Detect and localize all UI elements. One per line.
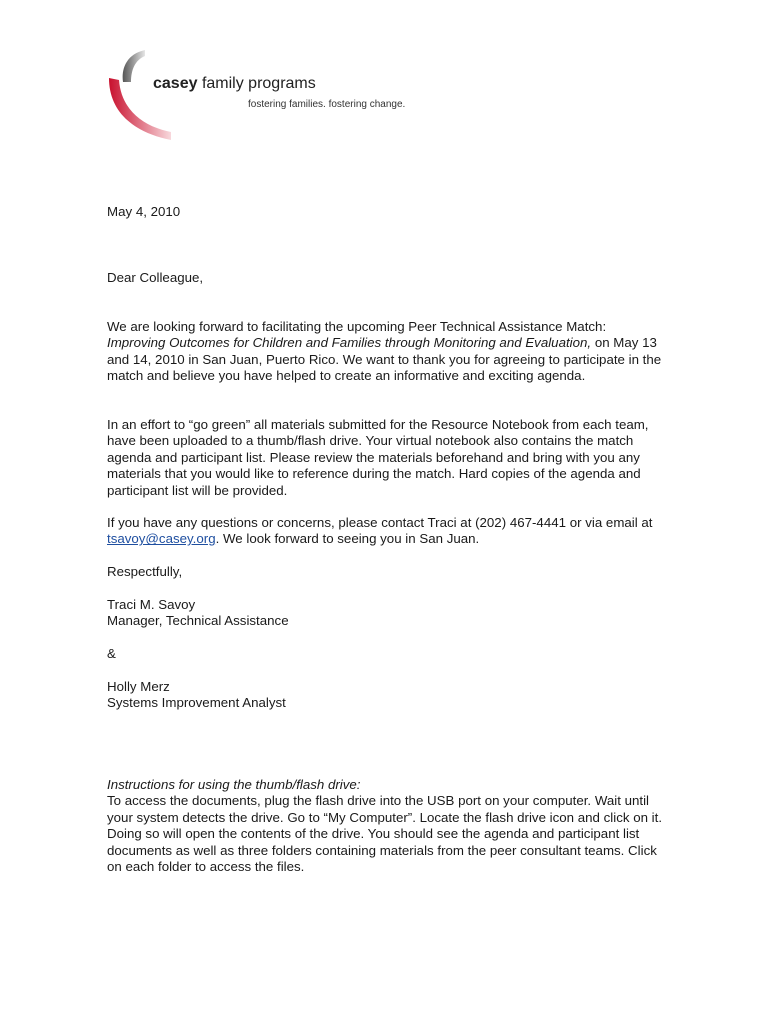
paragraph-intro bbox=[107, 319, 667, 385]
salutation: Dear Colleague, bbox=[107, 270, 204, 285]
paragraph-intro-rest: on May 13 and 14, 2010 in San Juan, Puerto Rico. We want to thank you for agreeing to participate in the match and believe you have helped to create an informative and exciting agenda. bbox=[107, 335, 662, 384]
paragraph-go-green: In an effort to “go green” all materials submitted for the Resource Notebook from each team, have been uploaded to a thumb/flash drive. Your virtual notebook also contains the match agenda and participant list. Please review the materials beforehand and bring with you any materials that you would like to reference during the match. Hard copies of the agenda and participant list will be provided. bbox=[107, 417, 649, 498]
paragraph-intro-lead: We are looking forward to facilitating the upcoming Peer Technical Assistance Match: bbox=[107, 319, 607, 334]
brand-name-bold: casey bbox=[153, 75, 198, 92]
email-link[interactable]: tsavoy@casey.org bbox=[107, 531, 216, 547]
event-title: Improving Outcomes for Children and Families through Monitoring and Evaluation, bbox=[107, 335, 592, 351]
closing: Respectfully, bbox=[107, 564, 183, 579]
brand-tagline: fostering families. fostering change. bbox=[248, 99, 406, 110]
signer-2-title: Systems Improvement Analyst bbox=[107, 695, 286, 711]
signer-1-title: Manager, Technical Assistance bbox=[107, 613, 289, 629]
paragraph-contact-lead: If you have any questions or concerns, please contact Traci at (202) 467-4441 or via email at bbox=[107, 515, 653, 530]
paragraph-contact-rest: . We look forward to seeing you in San Juan. bbox=[215, 531, 480, 547]
casey-logo bbox=[105, 44, 415, 144]
brand-name bbox=[153, 75, 316, 93]
signer-1-name: Traci M. Savoy bbox=[107, 597, 196, 612]
instructions-body: To access the documents, plug the flash drive into the USB port on your computer. Wait until your system detects the drive. Go to “My Computer”. Locate the flash drive icon and click on it. Doing so will open the contents of the drive. You should see the agenda and participant list documents as well as three folders containing materials from the peer consultant teams. Click on each folder to access the files. bbox=[107, 793, 663, 875]
letter-date: May 4, 2010 bbox=[107, 204, 181, 219]
instructions-section bbox=[107, 777, 667, 875]
brand-name-rest: family programs bbox=[201, 75, 316, 92]
paragraph-contact bbox=[107, 515, 667, 548]
ampersand: & bbox=[107, 646, 116, 661]
signature-block-1 bbox=[107, 597, 667, 630]
signer-2-name: Holly Merz bbox=[107, 679, 170, 694]
signature-block-2 bbox=[107, 679, 667, 712]
instructions-heading: Instructions for using the thumb/flash drive: bbox=[107, 777, 361, 792]
swoosh-icon bbox=[105, 44, 185, 144]
